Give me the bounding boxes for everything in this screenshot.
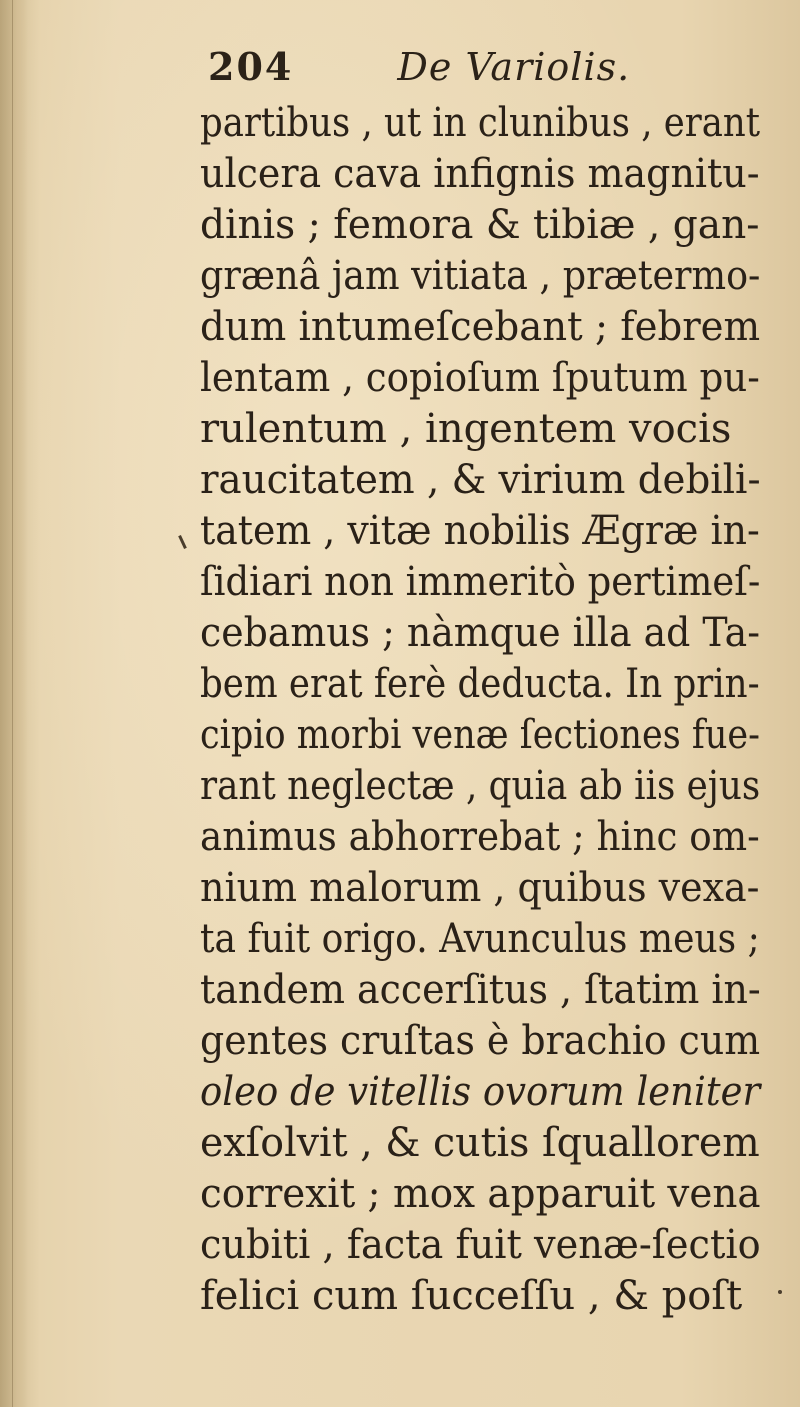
text-line: partibus , ut in clunibus , erant bbox=[200, 100, 760, 146]
gutter-line bbox=[12, 0, 13, 1407]
text-line: lentam , copioſum ſputum pu- bbox=[200, 355, 760, 401]
text-line: correxit ; mox apparuit vena bbox=[200, 1171, 761, 1217]
margin-dot bbox=[778, 1290, 782, 1294]
running-head: De Variolis. bbox=[397, 45, 631, 89]
text-line: ſidiari non immeritò pertimeſ- bbox=[200, 559, 761, 605]
text-line: dinis ; femora & tibiæ , gan- bbox=[200, 202, 760, 248]
text-line: gentes cruſtas è brachio cum bbox=[200, 1018, 761, 1064]
text-line: nium malorum , quibus vexa- bbox=[200, 865, 760, 911]
text-line: dum intumeſcebant ; febrem bbox=[200, 304, 761, 350]
text-line: cubiti , facta fuit venæ-ſectio bbox=[200, 1222, 761, 1268]
text-line: tandem accerſitus , ſtatim in- bbox=[200, 967, 761, 1013]
text-line: felici cum ſucceſſu , & poſt bbox=[200, 1273, 743, 1319]
text-line: bem erat ferè deducta. In prin- bbox=[200, 661, 760, 707]
body-text bbox=[200, 98, 760, 1322]
page-header bbox=[208, 44, 630, 89]
text-line: tatem , vitæ nobilis Ægræ in- bbox=[200, 508, 760, 554]
text-line: exſolvit , & cutis ſquallorem bbox=[200, 1120, 760, 1166]
text-line: cipio morbi venæ ſectiones fue- bbox=[200, 712, 760, 758]
text-line: ulcera cava infignis magnitu- bbox=[200, 151, 760, 197]
text-line: rant neglectæ , quia ab iis ejus bbox=[200, 763, 761, 809]
text-line: rulentum , ingentem vocis bbox=[200, 406, 732, 452]
page-number: 204 bbox=[208, 44, 294, 89]
text-line-italic: oleo de vitellis ovorum leniter bbox=[200, 1069, 761, 1115]
text-line: ta fuit origo. Avunculus meus ; bbox=[200, 916, 760, 962]
page-gutter bbox=[0, 0, 28, 1407]
text-line: cebamus ; nàmque illa ad Ta- bbox=[200, 610, 761, 656]
text-line: animus abhorrebat ; hinc om- bbox=[200, 814, 760, 860]
text-line: grænâ jam vitiata , prætermo- bbox=[200, 253, 761, 299]
margin-tick-mark bbox=[178, 535, 187, 549]
text-line: raucitatem , & virium debili- bbox=[200, 457, 761, 503]
